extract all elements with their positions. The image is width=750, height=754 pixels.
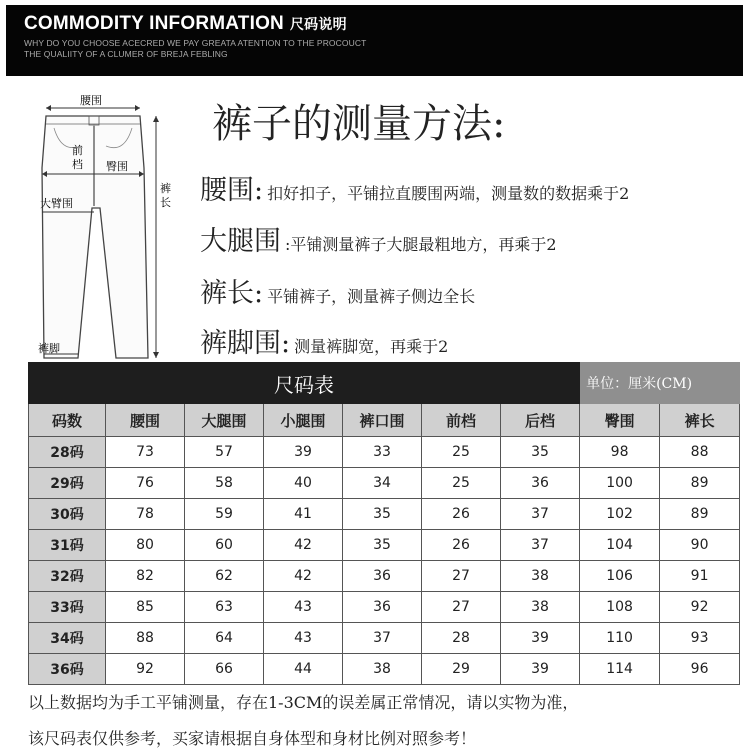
- table-cell: 93: [660, 623, 740, 654]
- table-cell: 98: [580, 437, 660, 468]
- table-cell: 114: [580, 654, 660, 685]
- table-cell: 60: [185, 530, 264, 561]
- table-cell: 57: [185, 437, 264, 468]
- table-cell: 91: [660, 561, 740, 592]
- table-header-cell: 大腿围: [185, 404, 264, 437]
- table-row: [29, 530, 740, 561]
- table-cell: 35: [343, 499, 422, 530]
- table-cell: 88: [660, 437, 740, 468]
- table-cell: 42: [264, 561, 343, 592]
- size-label-cell: 33码: [29, 592, 106, 623]
- table-cell: 40: [264, 468, 343, 499]
- table-row: [29, 437, 740, 468]
- table-cell: 44: [264, 654, 343, 685]
- table-header-cell: 码数: [29, 404, 106, 437]
- table-cell: 42: [264, 530, 343, 561]
- size-label-cell: 29码: [29, 468, 106, 499]
- table-cell: 63: [185, 592, 264, 623]
- table-cell: 104: [580, 530, 660, 561]
- table-header-cell: 后档: [501, 404, 580, 437]
- table-header-cell: 腰围: [106, 404, 185, 437]
- table-cell: 92: [106, 654, 185, 685]
- table-cell: 43: [264, 623, 343, 654]
- size-table-unit: 单位：厘米(CM): [580, 363, 740, 404]
- size-table-title: 尺码表: [29, 363, 580, 404]
- table-header-cell: 臀围: [580, 404, 660, 437]
- table-cell: 36: [343, 592, 422, 623]
- table-cell: 39: [501, 654, 580, 685]
- table-cell: 35: [343, 530, 422, 561]
- table-row: [29, 561, 740, 592]
- table-cell: 110: [580, 623, 660, 654]
- table-cell: 28: [422, 623, 501, 654]
- table-cell: 25: [422, 437, 501, 468]
- header-banner: [6, 5, 743, 76]
- size-label-cell: 28码: [29, 437, 106, 468]
- method-item-thigh: 大腿围 :平铺测量裤子大腿最粗地方，再乘于2: [200, 226, 557, 257]
- table-row: [29, 499, 740, 530]
- method-item-length: 裤长: 平铺裤子，测量裤子侧边全长: [200, 278, 476, 309]
- size-label-cell: 31码: [29, 530, 106, 561]
- table-cell: 39: [501, 623, 580, 654]
- table-row: [29, 592, 740, 623]
- table-header-cell: 裤口围: [343, 404, 422, 437]
- table-header-cell: 小腿围: [264, 404, 343, 437]
- table-cell: 35: [501, 437, 580, 468]
- table-cell: 38: [343, 654, 422, 685]
- table-cell: 78: [106, 499, 185, 530]
- size-label-cell: 32码: [29, 561, 106, 592]
- label-front-rise-b: 档: [72, 158, 83, 171]
- table-cell: 41: [264, 499, 343, 530]
- table-row: [29, 468, 740, 499]
- table-cell: 102: [580, 499, 660, 530]
- size-label-cell: 30码: [29, 499, 106, 530]
- table-cell: 43: [264, 592, 343, 623]
- size-label-cell: 36码: [29, 654, 106, 685]
- table-cell: 82: [106, 561, 185, 592]
- table-cell: 36: [501, 468, 580, 499]
- table-cell: 62: [185, 561, 264, 592]
- table-cell: 34: [343, 468, 422, 499]
- table-header-row: [29, 404, 740, 437]
- table-cell: 80: [106, 530, 185, 561]
- table-header-cell: 前档: [422, 404, 501, 437]
- table-cell: 89: [660, 468, 740, 499]
- table-cell: 27: [422, 561, 501, 592]
- label-hip: 臀围: [106, 160, 128, 173]
- table-cell: 100: [580, 468, 660, 499]
- label-length-b: 长: [160, 196, 171, 209]
- banner-subtitle-1: WHY DO YOU CHOOSE ACECRED WE PAY GREATA ATENTION TO THE PROCOUCT: [24, 38, 367, 48]
- size-label-cell: 34码: [29, 623, 106, 654]
- label-hem: 裤脚: [38, 342, 60, 355]
- table-cell: 88: [106, 623, 185, 654]
- size-table: [28, 362, 740, 685]
- table-cell: 36: [343, 561, 422, 592]
- table-cell: 90: [660, 530, 740, 561]
- table-cell: 92: [660, 592, 740, 623]
- table-cell: 38: [501, 592, 580, 623]
- label-thigh: 大臂围: [40, 197, 73, 210]
- table-cell: 58: [185, 468, 264, 499]
- method-item-waist: 腰围: 扣好扣子，平铺拉直腰围两端，测量数的数据乘于2: [200, 175, 630, 206]
- table-cell: 27: [422, 592, 501, 623]
- table-row: [29, 654, 740, 685]
- table-cell: 38: [501, 561, 580, 592]
- table-cell: 108: [580, 592, 660, 623]
- table-cell: 39: [264, 437, 343, 468]
- label-front-rise-a: 前: [72, 144, 83, 157]
- table-cell: 96: [660, 654, 740, 685]
- table-cell: 76: [106, 468, 185, 499]
- table-cell: 106: [580, 561, 660, 592]
- table-cell: 64: [185, 623, 264, 654]
- table-cell: 25: [422, 468, 501, 499]
- table-cell: 33: [343, 437, 422, 468]
- table-cell: 73: [106, 437, 185, 468]
- banner-title: COMMODITY INFORMATION 尺码说明: [24, 13, 347, 34]
- table-cell: 89: [660, 499, 740, 530]
- table-cell: 85: [106, 592, 185, 623]
- table-cell: 59: [185, 499, 264, 530]
- table-header-cell: 裤长: [660, 404, 740, 437]
- banner-subtitle-2: THE QUALIITY OF A CLUMER OF BREJA FEBLING: [24, 49, 228, 59]
- note-line-2: 该尺码表仅供参考，买家请根据自身体型和身材比例对照参考！: [28, 729, 477, 748]
- note-line-1: 以上数据均为手工平铺测量，存在1-3CM的误差属正常情况，请以实物为准，: [28, 693, 579, 712]
- table-cell: 29: [422, 654, 501, 685]
- table-cell: 37: [501, 530, 580, 561]
- method-item-hem: 裤脚围: 测量裤脚宽，再乘于2: [200, 328, 449, 359]
- table-cell: 26: [422, 530, 501, 561]
- label-length-a: 裤: [160, 182, 171, 195]
- table-cell: 66: [185, 654, 264, 685]
- table-cell: 26: [422, 499, 501, 530]
- pants-measurement-diagram: [20, 88, 180, 363]
- label-waist: 腰围: [80, 94, 102, 107]
- table-row: [29, 623, 740, 654]
- method-title: 裤子的测量方法:: [212, 101, 506, 147]
- table-cell: 37: [501, 499, 580, 530]
- table-cell: 37: [343, 623, 422, 654]
